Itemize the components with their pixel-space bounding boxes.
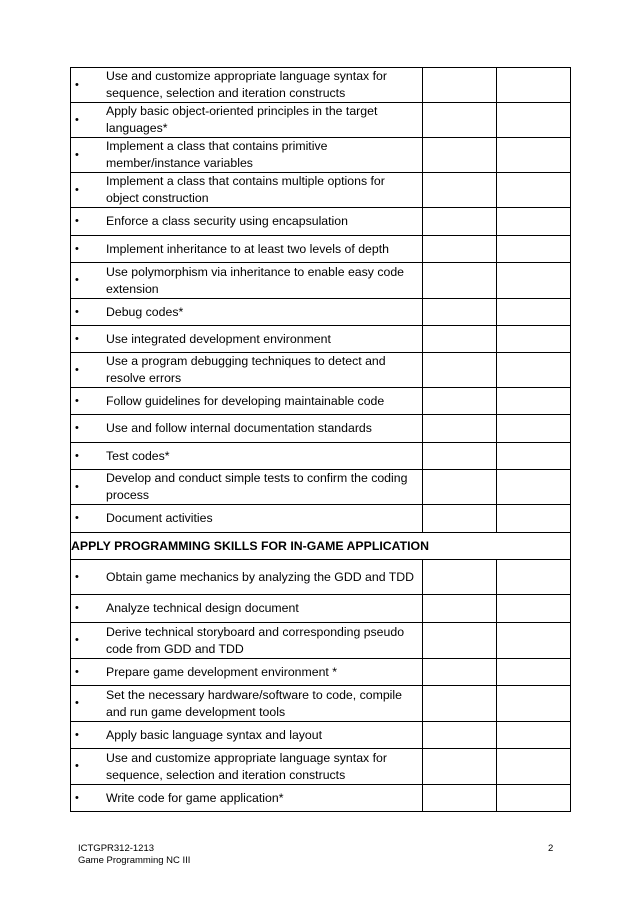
competency-table [70,67,571,812]
task-text: Write code for game application* [106,790,284,805]
bullet-icon: • [75,665,79,678]
task-text: Analyze technical design document [106,601,299,615]
task-cell [71,263,423,299]
bullet-icon: • [75,332,79,345]
check-cell-2 [497,505,571,533]
check-cell-1 [423,749,497,785]
task-cell [71,686,423,722]
check-cell-2 [497,388,571,415]
task-cell [71,505,423,533]
check-cell-1 [423,415,497,443]
task-cell [71,623,423,659]
bullet-icon: • [75,274,79,286]
bullet-icon: • [75,512,79,524]
check-cell-1 [423,103,497,138]
table-row [71,470,571,505]
task-cell [71,326,423,353]
bullet-icon: • [75,480,79,493]
task-cell [71,595,423,623]
task-text: Use and customize appropriate language syntax for sequence, selection and iteration constructs [106,69,387,100]
bullet-icon: • [75,363,79,376]
check-cell-2 [497,443,571,470]
check-cell-1 [423,722,497,749]
check-cell-2 [497,263,571,299]
task-cell [71,443,423,470]
task-cell [71,659,423,686]
check-cell-2 [497,68,571,103]
check-cell-2 [497,623,571,659]
table-row [71,785,571,812]
task-cell [71,236,423,263]
check-cell-1 [423,470,497,505]
table-row [71,443,571,470]
bullet-icon: • [75,305,79,318]
task-text: Implement inheritance to at least two levels of depth [106,241,389,256]
check-cell-2 [497,236,571,263]
check-cell-1 [423,138,497,173]
bullet-icon: • [75,728,79,741]
bullet-icon: • [75,422,79,434]
footer-left [78,843,190,867]
task-text: Enforce a class security using encapsulation [106,214,348,228]
bullet-icon: • [75,78,79,91]
check-cell-1 [423,659,497,686]
task-text: Follow guidelines for developing maintainable code [106,393,385,408]
table-row [71,326,571,353]
task-cell [71,749,423,785]
check-cell-2 [497,103,571,138]
task-cell [71,103,423,138]
bullet-icon: • [75,242,79,255]
bullet-icon: • [75,449,79,462]
task-text: Derive technical storyboard and corresponding pseudo code from GDD and TDD [106,624,405,656]
task-text: Set the necessary hardware/software to code, compile and run game development tools [106,687,402,719]
task-text: Prepare game development environment * [106,664,338,679]
table-row [71,415,571,443]
task-text: Test codes* [106,448,170,463]
check-cell-1 [423,326,497,353]
check-cell-1 [423,208,497,236]
table-row [71,103,571,138]
table-row [71,722,571,749]
bullet-icon: • [75,215,79,227]
check-cell-2 [497,208,571,236]
task-cell [71,138,423,173]
task-text: Obtain game mechanics by analyzing the GDD and TDD [106,569,415,584]
check-cell-1 [423,388,497,415]
bullet-icon: • [75,791,79,804]
task-text: Apply basic language syntax and layout [106,727,323,742]
check-cell-2 [497,470,571,505]
check-cell-2 [497,749,571,785]
section-header: APPLY PROGRAMMING SKILLS FOR IN-GAME APPLICATION [71,533,571,560]
table-row [71,299,571,326]
check-cell-2 [497,686,571,722]
footer-title: Game Programming NC III [78,855,191,866]
task-cell [71,388,423,415]
task-cell [71,208,423,236]
check-cell-2 [497,595,571,623]
check-cell-1 [423,505,497,533]
check-cell-2 [497,415,571,443]
task-cell [71,299,423,326]
table-row [71,388,571,415]
check-cell-1 [423,263,497,299]
task-text: Debug codes* [106,304,184,319]
bullet-icon: • [75,148,79,161]
check-cell-1 [423,623,497,659]
bullet-icon: • [75,570,79,583]
table-row [71,236,571,263]
task-cell [71,353,423,388]
task-cell [71,560,423,595]
task-text: Document activities [106,511,213,525]
table-row [71,68,571,103]
check-cell-2 [497,326,571,353]
check-cell-1 [423,236,497,263]
bullet-icon: • [75,113,79,126]
check-cell-1 [423,299,497,326]
check-cell-2 [497,659,571,686]
task-cell [71,415,423,443]
task-cell [71,722,423,749]
table-row [71,353,571,388]
check-cell-2 [497,173,571,208]
table-row [71,263,571,299]
task-text: Develop and conduct simple tests to confirm the coding process [106,471,408,502]
check-cell-1 [423,686,497,722]
bullet-icon: • [75,394,79,407]
check-cell-1 [423,595,497,623]
table-row [71,623,571,659]
bullet-icon: • [75,697,79,709]
table-row [71,208,571,236]
check-cell-2 [497,353,571,388]
task-text: Apply basic object-oriented principles in the target languages* [106,104,378,135]
check-cell-1 [423,68,497,103]
check-cell-2 [497,299,571,326]
check-cell-2 [497,722,571,749]
task-cell [71,173,423,208]
table-row [71,659,571,686]
task-cell [71,785,423,812]
bullet-icon: • [75,602,79,614]
table-row [71,138,571,173]
task-text: Use and customize appropriate language syntax for sequence, selection and iteration constructs [106,750,387,782]
task-text: Use and follow internal documentation standards [106,421,372,435]
bullet-icon: • [75,634,79,646]
table-row [71,686,571,722]
check-cell-2 [497,138,571,173]
task-cell [71,470,423,505]
task-text: Use polymorphism via inheritance to enable easy code extension [106,264,405,296]
page-number: 2 [548,843,554,854]
task-text: Implement a class that contains multiple options for object construction [106,174,385,205]
check-cell-2 [497,785,571,812]
table-row [71,595,571,623]
check-cell-1 [423,560,497,595]
check-cell-2 [497,560,571,595]
section-header-row [71,533,571,560]
bullet-icon: • [75,760,79,772]
footer-code: ICTGPR312-1213 [78,843,155,854]
table-row [71,505,571,533]
bullet-icon: • [75,183,79,196]
task-text: Use integrated development environment [106,331,331,346]
check-cell-1 [423,173,497,208]
table-row [71,173,571,208]
check-cell-1 [423,353,497,388]
task-text: Implement a class that contains primitive member/instance variables [106,139,328,170]
check-cell-1 [423,443,497,470]
table-row [71,749,571,785]
check-cell-1 [423,785,497,812]
task-text: Use a program debugging techniques to detect and resolve errors [106,354,386,385]
table-row [71,560,571,595]
task-cell [71,68,423,103]
